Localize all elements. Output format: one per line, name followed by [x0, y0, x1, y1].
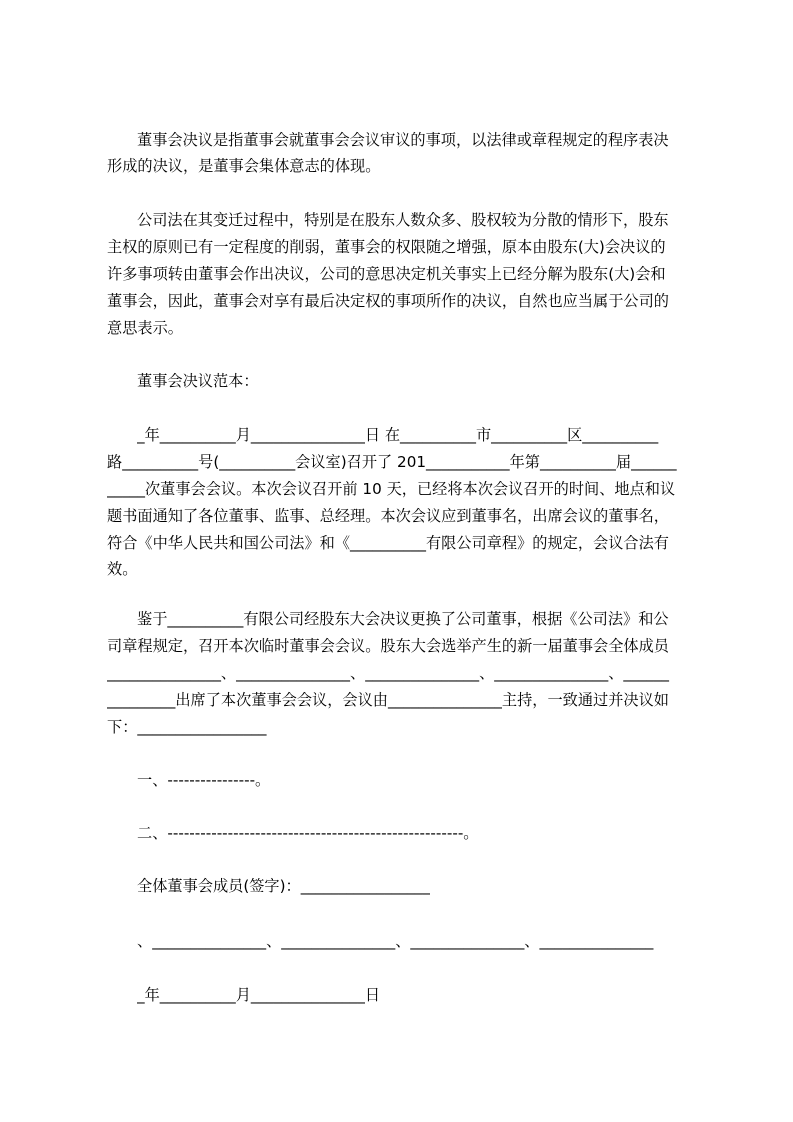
para3-line-5: 符合《中华人民共和国公司法》和《__________有限公司章程》的规定，会议合法有 — [107, 534, 669, 552]
para1-line-1: 董事会决议是指董事会就董事会会议审议的事项，以法律或章程规定的程序表决 — [137, 131, 669, 149]
para1-line-2: 形成的决议，是董事会集体意志的体现。 — [107, 157, 381, 175]
resolution-item-1: 一、----------------。 — [137, 771, 271, 789]
para4-line-3: _______________、_______________、_______________、_______________、______ — [107, 664, 669, 682]
para3-line-6: 效。 — [107, 560, 138, 578]
resolution-item-2: 二、------------------------------------------------------。 — [137, 824, 479, 842]
signature-label: 全体董事会成员(签字)：_________________ — [137, 877, 430, 895]
para2-line-5: 意思表示。 — [107, 319, 183, 337]
para4-line-5: 下：_________________ — [107, 718, 267, 736]
para2-line-1: 公司法在其变迁过程中，特别是在股东人数众多、股权较为分散的情形下，股东 — [137, 211, 669, 229]
para3-line-4: 题书面通知了各位董事、监事、总经理。本次会议应到董事名，出席会议的董事名， — [107, 507, 669, 525]
para3-line-2: 路__________号(__________会议室)召开了 201___________年第__________届______ — [107, 453, 677, 471]
para4-line-1: 鉴于__________有限公司经股东大会决议更换了公司董事，根据《公司法》和公 — [137, 610, 669, 628]
para2-line-4: 董事会，因此，董事会对享有最后决定权的事项所作的决议，自然也应当属于公司的 — [107, 292, 669, 310]
para2-line-3: 许多事项转由董事会作出决议，公司的意思决定机关事实上已经分解为股东(大)会和 — [107, 265, 666, 283]
template-heading: 董事会决议范本： — [137, 372, 259, 390]
para4-line-2: 司章程规定，召开本次临时董事会会议。股东大会选举产生的新一届董事会全体成员 — [107, 637, 669, 655]
para2-line-2: 主权的原则已有一定程度的削弱，董事会的权限随之增强，原本由股东(大)会决议的 — [107, 238, 666, 256]
para3-line-1: _年__________月_______________日 在__________市__________区__________ — [137, 426, 659, 444]
signature-line: 、_______________、_______________、_______________、_______________ — [137, 932, 654, 950]
para4-line-4: _________出席了本次董事会会议，会议由_______________主持，一致通过并决议如 — [107, 691, 669, 709]
date-line: _年__________月_______________日 — [137, 986, 380, 1004]
para3-line-3: _____次董事会会议。本次会议召开前 10 天，已经将本次会议召开的时间、地点和议 — [107, 480, 676, 498]
